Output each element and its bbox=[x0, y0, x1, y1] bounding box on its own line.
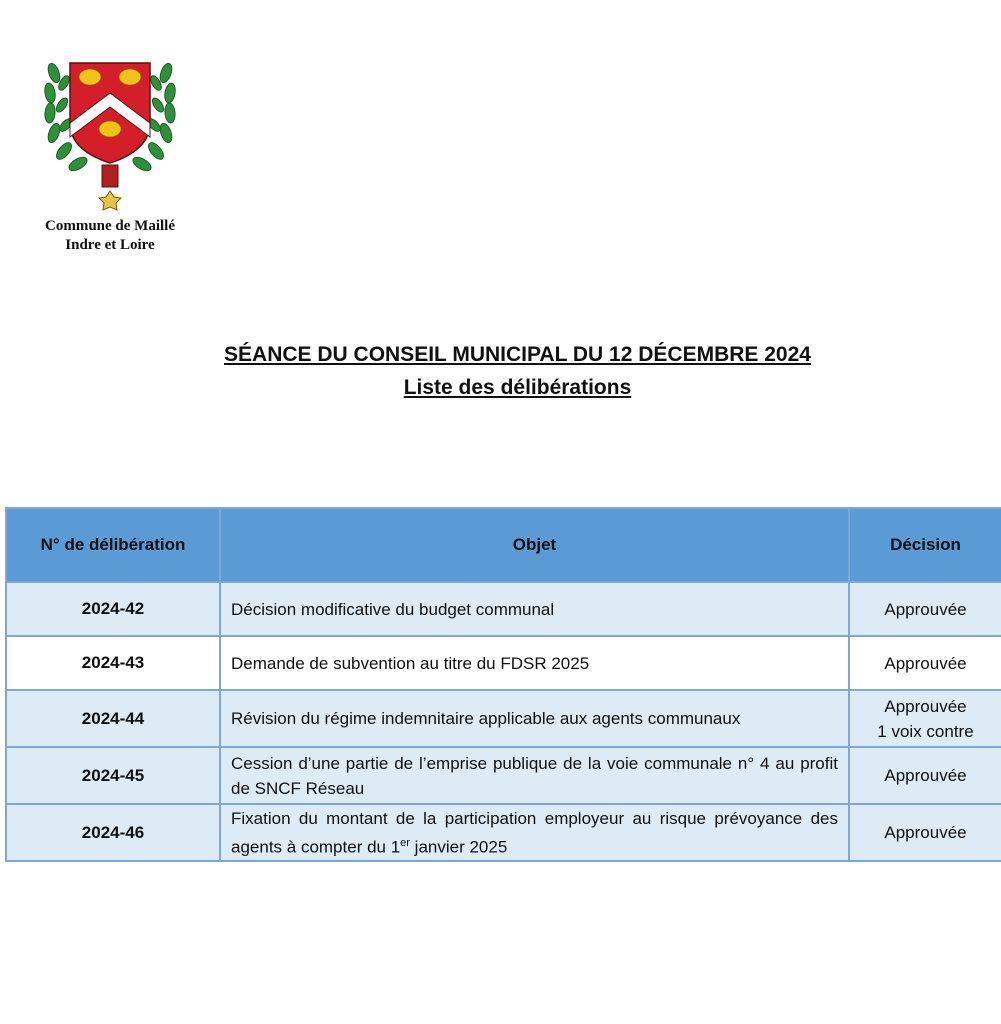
commune-name bbox=[20, 217, 200, 255]
deliberation-decision bbox=[849, 690, 1001, 747]
deliberation-objet: Demande de subvention au titre du FDSR 2025 bbox=[220, 636, 849, 690]
commune-name-line1: Commune de Maillé bbox=[45, 218, 175, 234]
commune-logo bbox=[20, 45, 200, 255]
objet-text-before: Fixation du montant de la participation employeur au risque prévoyance des agents à compter du 1 bbox=[231, 808, 838, 857]
deliberation-decision: Approuvée bbox=[849, 636, 1001, 690]
decision-note: 1 voix contre bbox=[877, 721, 974, 741]
column-header-decision: Décision bbox=[849, 508, 1001, 582]
table-row bbox=[6, 582, 1001, 636]
deliberation-objet: Cession d’une partie de l’emprise publique de la voie communale n° 4 au profit de SNCF Réseau bbox=[220, 747, 849, 804]
deliberations-table bbox=[5, 507, 1001, 862]
deliberation-decision: Approuvée bbox=[849, 582, 1001, 636]
table-row bbox=[6, 747, 1001, 804]
deliberation-number: 2024-46 bbox=[6, 804, 220, 861]
ordinal-superscript: er bbox=[400, 836, 410, 849]
deliberation-decision: Approuvée bbox=[849, 747, 1001, 804]
table-row bbox=[6, 690, 1001, 747]
table-row bbox=[6, 804, 1001, 861]
deliberation-number: 2024-42 bbox=[6, 582, 220, 636]
deliberation-decision: Approuvée bbox=[849, 804, 1001, 861]
table-row bbox=[6, 636, 1001, 690]
deliberation-objet: Décision modificative du budget communal bbox=[220, 582, 849, 636]
decision-status: Approuvée bbox=[884, 696, 967, 716]
deliberation-objet: Révision du régime indemnitaire applicable aux agents communaux bbox=[220, 690, 849, 747]
column-header-objet: Objet bbox=[220, 508, 849, 582]
commune-name-line2: Indre et Loire bbox=[65, 237, 155, 253]
objet-text-after: janvier 2025 bbox=[409, 837, 508, 857]
page-subtitle: Liste des délibérations bbox=[403, 376, 632, 399]
page-title: SÉANCE DU CONSEIL MUNICIPAL DU 12 DÉCEMBRE 2024 bbox=[224, 343, 811, 366]
column-header-num: N° de délibération bbox=[6, 508, 220, 582]
coat-of-arms-icon bbox=[40, 45, 180, 215]
deliberation-number: 2024-43 bbox=[6, 636, 220, 690]
deliberation-objet bbox=[220, 804, 849, 861]
deliberation-number: 2024-44 bbox=[6, 690, 220, 747]
table-header-row bbox=[6, 508, 1001, 582]
deliberation-number: 2024-45 bbox=[6, 747, 220, 804]
document-titles bbox=[0, 338, 1001, 404]
